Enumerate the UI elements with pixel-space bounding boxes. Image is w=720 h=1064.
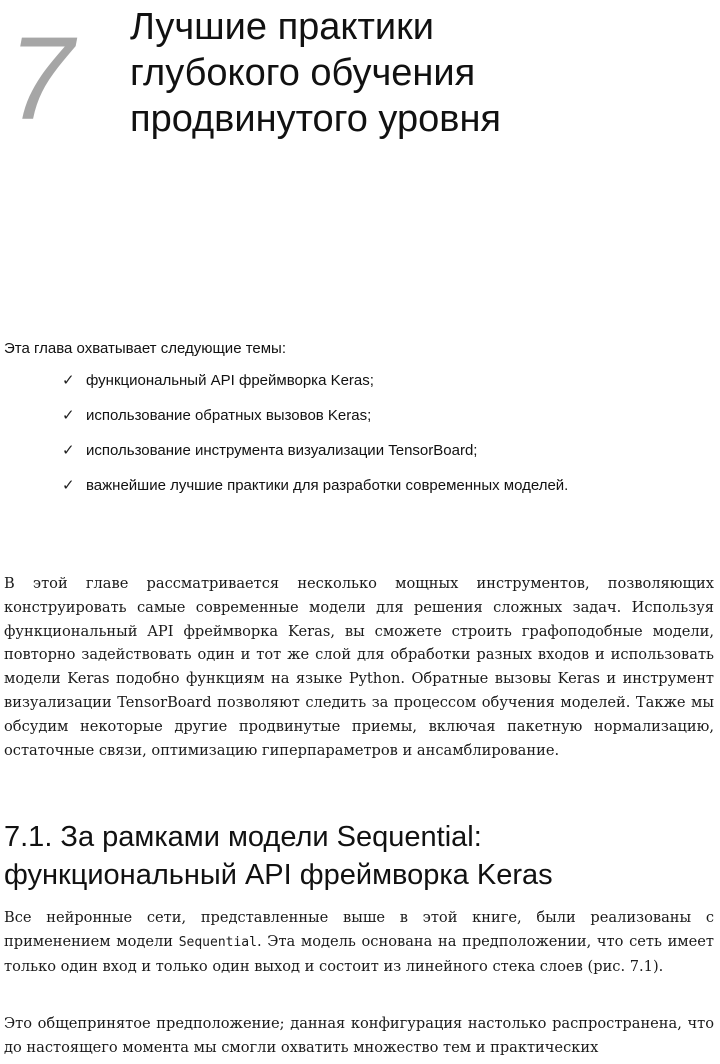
paragraph-text: Все нейронные сети, представленные выше в этой книге, были реализованы с применением модели bbox=[4, 909, 714, 950]
intro-paragraph: В этой главе рассматривается несколько мощных инструментов, позволяющих конструировать самые современные модели для решения сложных задач. Используя функциональный API фреймворка Keras, вы сможете строить графоподобные модели, повторно задействовать один и тот же слой для обработки разных входов и использовать модели Keras подобно функциям на языке Python. Обратные вызовы Keras и инструмент визуализации TensorBoard позволяют следить за процессом обучения моделей. Также мы обсудим некоторые другие продвинутые приемы, включая пакетную нормализацию, остаточные связи, оптимизацию гиперпараметров и ансамблирование. bbox=[4, 575, 714, 759]
topic-text: функциональный API фреймворка Keras; bbox=[86, 372, 374, 389]
chapter-title-line: продвинутого уровня bbox=[130, 98, 502, 140]
section-title-line: функциональный API фреймворка Keras bbox=[4, 859, 553, 891]
section-paragraph-2: Это общепринятое предположение; данная конфигурация настолько распространена, что до настоящего момента мы смогли охватить множество тем и практических bbox=[4, 1015, 714, 1056]
paragraph-text: . Эта модель основана на предположении, что сеть имеет только один вход и только один выход и состоит из линейного стека слоев (рис. 7.1). bbox=[4, 932, 714, 975]
list-item bbox=[62, 370, 568, 405]
chapter-title-line: Лучшие практики bbox=[130, 6, 434, 48]
section-title bbox=[4, 818, 714, 894]
topics-list bbox=[62, 370, 568, 510]
inline-code: Sequential bbox=[178, 934, 257, 950]
topic-text: использование инструмента визуализации TensorBoard; bbox=[86, 442, 478, 459]
chapter-title bbox=[130, 4, 710, 142]
topic-text: важнейшие лучшие практики для разработки современных моделей. bbox=[86, 477, 569, 494]
checkmark-icon: ✓ bbox=[62, 372, 75, 389]
chapter-title-line: глубокого обучения bbox=[130, 52, 476, 94]
section-paragraph bbox=[4, 906, 714, 978]
section-title-line: 7.1. За рамками модели Sequential: bbox=[4, 821, 482, 853]
checkmark-icon: ✓ bbox=[62, 442, 75, 459]
list-item bbox=[62, 475, 568, 510]
list-item bbox=[62, 440, 568, 475]
checkmark-icon: ✓ bbox=[62, 477, 75, 494]
topics-intro: Эта глава охватывает следующие темы: bbox=[4, 340, 287, 357]
list-item bbox=[62, 405, 568, 440]
chapter-number: 7 bbox=[8, 13, 74, 145]
checkmark-icon: ✓ bbox=[62, 407, 75, 424]
topic-text: использование обратных вызовов Keras; bbox=[86, 407, 372, 424]
